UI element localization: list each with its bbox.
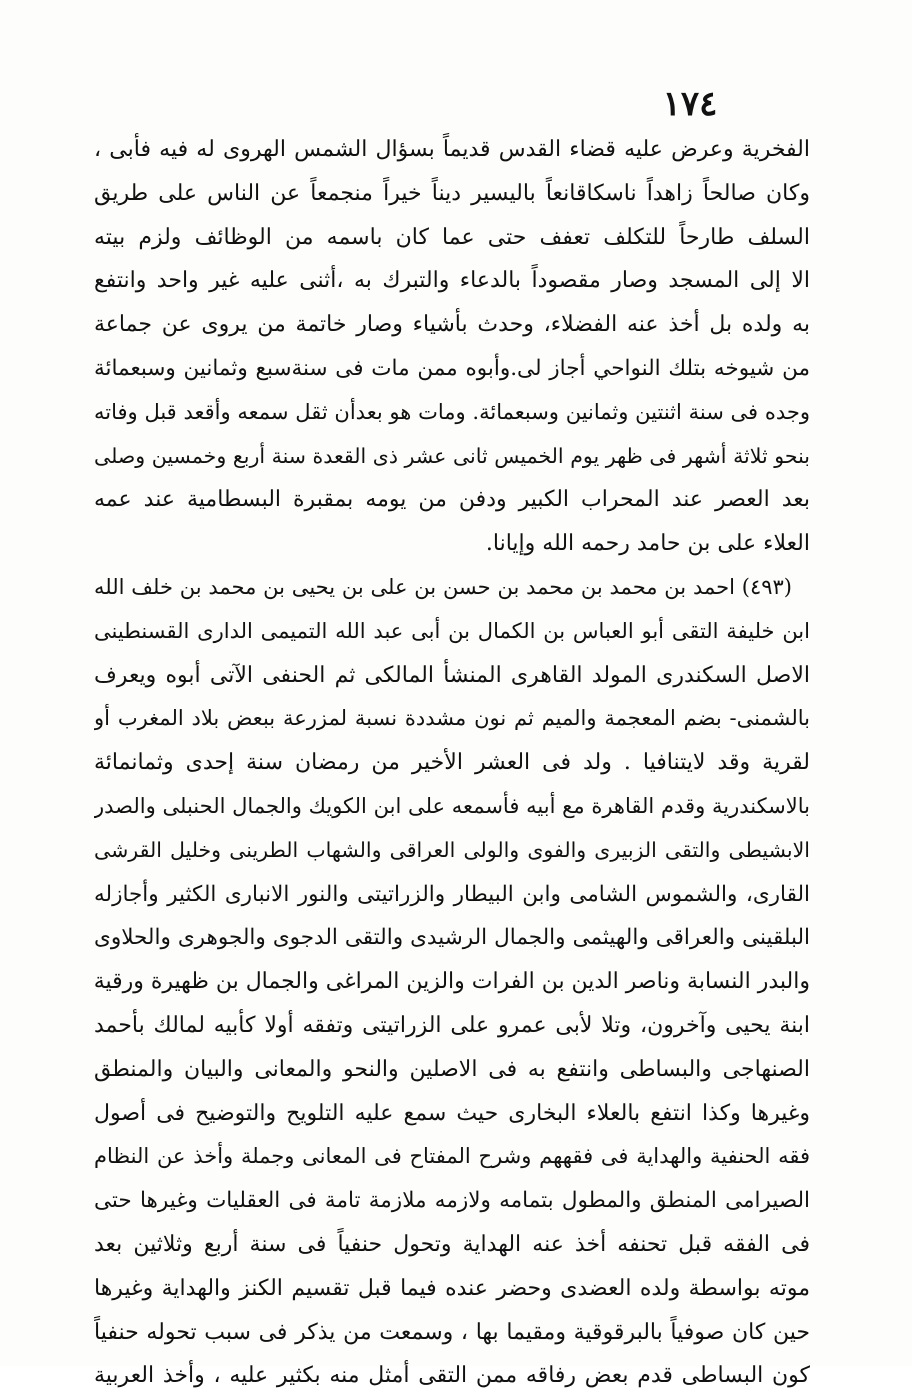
- text-line: بعد العصر عند المحراب الكبير ودفن من يومه بمقبرة البسطامية عند عمه: [94, 487, 810, 513]
- text-line: من شيوخه بتلك النواحي أجاز لى.وأبوه ممن مات فى سنةسبع وثمانين وسبعمائة: [94, 355, 810, 381]
- text-line: موته بواسطة ولده العضدى وحضر عنده فيما قبل تقسيم الكنز والهداية وغيرها: [94, 1275, 810, 1301]
- text-line: فى الفقه قبل تحنفه أخذ عنه الهداية وتحول حنفياً فى سنة أربع وثلاثين بعد: [94, 1231, 810, 1257]
- text-line: حين كان صوفياً بالبرقوقية ومقيما بها ، وسمعت من يذكر فى سبب تحوله حنفياً: [94, 1319, 810, 1345]
- text-line: وغيرها وكذا انتفع بالعلاء البخارى حيث سمع عليه التلويح والتوضيح فى أصول: [94, 1100, 810, 1126]
- text-line: وكان صالحاً زاهداً ناسكاقانعاً باليسير ديناً خيراً منجمعاً عن الناس على طريق: [94, 180, 810, 206]
- text-line: بنحو ثلاثة أشهر فى ظهر يوم الخميس ثانى عشر ذى القعدة سنة أربع وخمسين وصلى: [94, 443, 810, 468]
- text-line: وجده فى سنة اثنتين وثمانين وسبعمائة. ومات هو بعدأن ثقل سمعه وأقعد قبل وفاته: [94, 399, 810, 424]
- page-number: ١٧٤: [662, 84, 718, 124]
- text-line: الابشيطى والتقى الزبيرى والفوى والولى العراقى والشهاب الطرينى وخليل القرشى: [94, 837, 810, 862]
- text-line: فقه الحنفية والهداية فى فقههم وشرح المفتاح فى المعانى وجملة وأخذ عن النظام: [94, 1144, 810, 1169]
- entry-heading-line: (٤٩٣) احمد بن محمد بن محمد بن حسن بن على بن يحيى بن محمد بن خلف الله: [94, 574, 792, 599]
- main-text: [94, 128, 810, 1398]
- text-line: القارى، والشموس الشامى وابن البيطار والزراتيتى والنور الانبارى الكثير وأجازله: [94, 881, 810, 907]
- text-line: البلقينى والعراقى والهيثمى والجمال الرشيدى والتقى الدجوى والجوهرى والحلاوى: [94, 925, 810, 951]
- text-line: بالاسكندرية وقدم القاهرة مع أبيه فأسمعه على ابن الكويك والجمال الحنبلى والصدر: [94, 793, 810, 818]
- text-line: به ولده بل أخذ عنه الفضلاء، وحدث بأشياء وصار خاتمة من يروى عن جماعة: [94, 312, 810, 338]
- text-line: بالشمنى- بضم المعجمة والميم ثم نون مشددة نسبة لمزرعة ببعض بلاد المغرب أو: [94, 706, 810, 731]
- text-line: الصنهاجى والبساطى وانتفع به فى الاصلين والنحو والمعانى والبيان والمنطق: [94, 1056, 810, 1082]
- text-line: لقرية وقد لايتنافيا . ولد فى العشر الأخير من رمضان سنة إحدى وثمانمائة: [94, 750, 810, 776]
- text-line: الاصل السكندرى المولد القاهرى المنشأ المالكى ثم الحنفى الآتى أبوه ويعرف: [94, 662, 810, 688]
- text-line: كون البساطى قدم بعض رفاقه ممن التقى أمثل منه بكثير عليه ، وأخذ العربية: [94, 1363, 810, 1389]
- text-line: الفخرية وعرض عليه قضاء القدس قديماً بسؤال الشمس الهروى له فيه فأبى ،: [94, 137, 810, 162]
- text-line: ابن خليفة التقى أبو العباس بن الكمال بن أبى عبد الله التميمى الدارى القسنطينى: [94, 618, 810, 643]
- text-line: الا إلى المسجد وصار مقصوداً بالدعاء والتبرك به ،أثنى عليه غير واحد وانتفع: [94, 268, 810, 294]
- text-line: والبدر النسابة وناصر الدين بن الفرات والزين المراغى والجمال بن ظهيرة ورقية: [94, 969, 810, 995]
- text-line: الصيرامى المنطق والمطول بتمامه ولازمه ملازمة تامة فى العقليات وغيرها حتى: [94, 1188, 810, 1214]
- text-line: السلف طارحاً للتكلف تعفف حتى عما كان باسمه من الوظائف ولزم بيته: [94, 224, 810, 250]
- text-line: ابنة يحيى وآخرون، وتلا لأبى عمرو على الزراتيتى وتفقه أولا كأبيه لمالك بأحمد: [94, 1012, 810, 1038]
- text-line: العلاء على بن حامد رحمه الله وإيانا.: [485, 531, 810, 557]
